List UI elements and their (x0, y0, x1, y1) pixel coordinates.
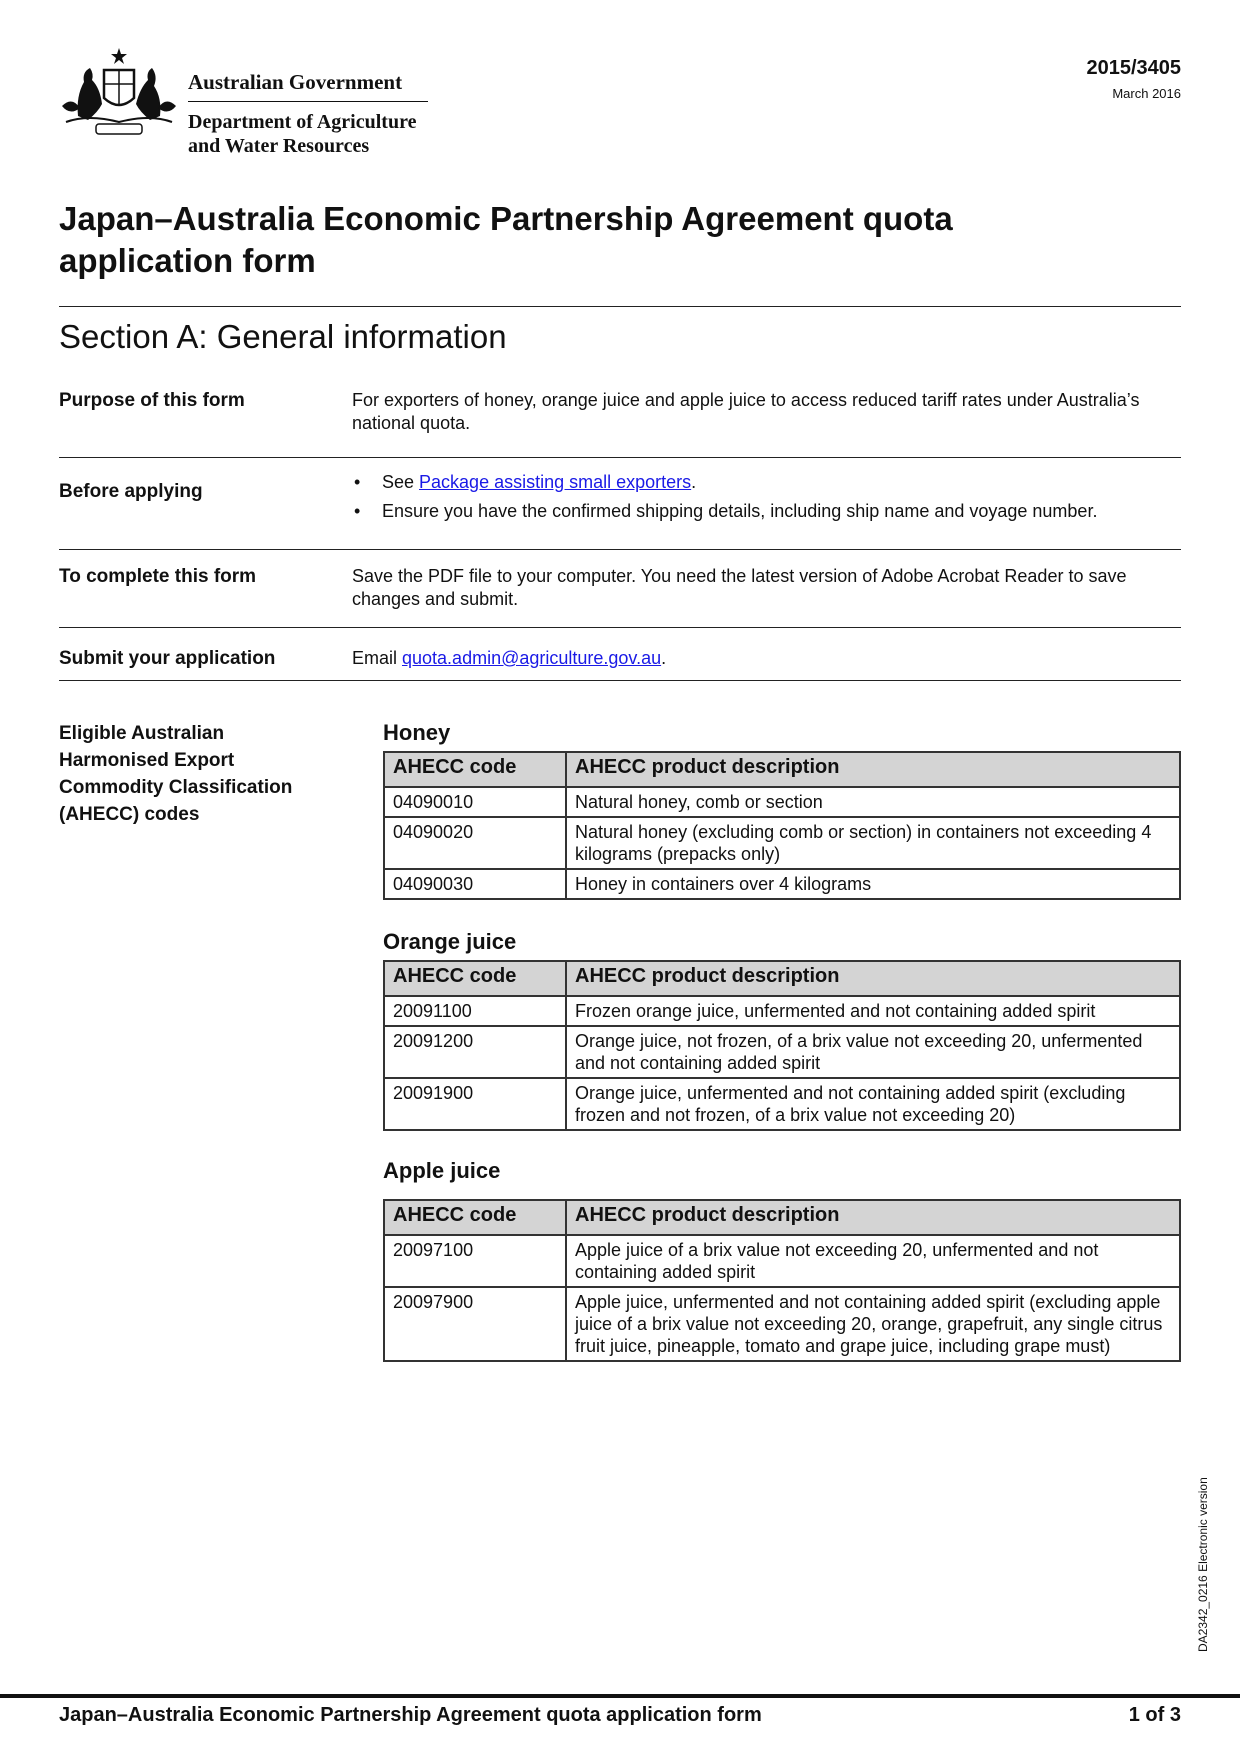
col-header-code: AHECC code (384, 1200, 566, 1235)
ahecc-description: Apple juice of a brix value not exceeding 20, unfermented and not containing added spirit (566, 1235, 1180, 1287)
ahecc-description: Orange juice, unfermented and not containing added spirit (excluding frozen and not frozen, of a brix value not exceeding 20) (566, 1078, 1180, 1130)
complete-form-text: Save the PDF file to your computer. You need the latest version of Adobe Acrobat Reader to save changes and submit. (352, 566, 1127, 609)
ahecc-description: Natural honey, comb or section (566, 787, 1180, 817)
footer-divider (0, 1694, 1240, 1698)
row-divider (59, 627, 1181, 628)
bullet-text: See (382, 472, 420, 492)
table-row (384, 817, 1180, 869)
list-item (352, 471, 1182, 494)
table-row (384, 787, 1180, 817)
form-code: DA2342_0216 Electronic version (1196, 1477, 1210, 1652)
department-name: Department of Agriculture and Water Resources (188, 111, 417, 157)
ahecc-code: 04090010 (384, 787, 566, 817)
col-header-description: AHECC product description (566, 752, 1180, 787)
table-row (384, 1026, 1180, 1078)
ahecc-code: 20097100 (384, 1235, 566, 1287)
ahecc-code: 04090020 (384, 817, 566, 869)
coat-of-arms-icon (58, 46, 180, 138)
table-row (384, 1235, 1180, 1287)
ahecc-code: 20091200 (384, 1026, 566, 1078)
col-header-code: AHECC code (384, 961, 566, 996)
apple-juice-heading: Apple juice (383, 1158, 501, 1183)
submit-text (352, 647, 1182, 670)
honey-heading: Honey (383, 720, 451, 745)
before-applying-list (352, 471, 1182, 529)
complete-form-label: To complete this form (59, 566, 257, 587)
col-header-description: AHECC product description (566, 1200, 1180, 1235)
apple-juice-table (383, 1199, 1181, 1362)
honey-table (383, 751, 1181, 900)
footer-title: Japan–Australia Economic Partnership Agreement quota application form (59, 1704, 762, 1726)
row-divider (59, 457, 1181, 458)
document-number: 2015/3405 (1086, 57, 1181, 79)
ahecc-code: 04090030 (384, 869, 566, 899)
title-divider (59, 306, 1181, 307)
table-row (384, 996, 1180, 1026)
purpose-label: Purpose of this form (59, 390, 245, 411)
page-number: 1 of 3 (1128, 1704, 1181, 1726)
submit-label: Submit your application (59, 648, 276, 669)
header-divider (188, 101, 428, 102)
package-link[interactable]: Package assisting small exporters (419, 472, 692, 492)
eligible-codes-label: Eligible Australian Harmonised Export Commodity Classification (AHECC) codes (59, 723, 293, 825)
ahecc-description: Natural honey (excluding comb or section) in containers not exceeding 4 kilograms (prepacks only) (566, 817, 1180, 869)
bullet-suffix: . (691, 472, 697, 492)
document-date: March 2016 (1112, 86, 1181, 101)
ahecc-code: 20097900 (384, 1287, 566, 1361)
purpose-text: For exporters of honey, orange juice and apple juice to access reduced tariff rates under Australia’s national quota. (352, 390, 1140, 433)
row-divider (59, 680, 1181, 681)
ahecc-description: Orange juice, not frozen, of a brix value not exceeding 20, unfermented and not containing added spirit (566, 1026, 1180, 1078)
government-name: Australian Government (188, 70, 403, 94)
col-header-description: AHECC product description (566, 961, 1180, 996)
ahecc-description: Frozen orange juice, unfermented and not containing added spirit (566, 996, 1180, 1026)
before-applying-label: Before applying (59, 481, 203, 502)
table-row (384, 1287, 1180, 1361)
email-link[interactable]: quota.admin@agriculture.gov.au (402, 648, 662, 668)
submit-suffix: . (661, 648, 667, 668)
ahecc-description: Apple juice, unfermented and not containing added spirit (excluding apple juice of a brix value not exceeding 20, orange, grapefruit, any single citrus fruit juice, pineapple, tomato and grape juice, including grape must) (566, 1287, 1180, 1361)
ahecc-code: 20091900 (384, 1078, 566, 1130)
page-title: Japan–Australia Economic Partnership Agreement quota application form (59, 200, 953, 279)
ahecc-description: Honey in containers over 4 kilograms (566, 869, 1180, 899)
list-item: • Ensure you have the confirmed shipping details, including ship name and voyage number. (352, 500, 1182, 523)
table-row (384, 1078, 1180, 1130)
section-heading: Section A: General information (59, 318, 507, 355)
orange-juice-heading: Orange juice (383, 929, 517, 954)
row-divider (59, 549, 1181, 550)
submit-prefix: Email (352, 648, 403, 668)
table-row (384, 869, 1180, 899)
orange-juice-table (383, 960, 1181, 1131)
col-header-code: AHECC code (384, 752, 566, 787)
ahecc-code: 20091100 (384, 996, 566, 1026)
